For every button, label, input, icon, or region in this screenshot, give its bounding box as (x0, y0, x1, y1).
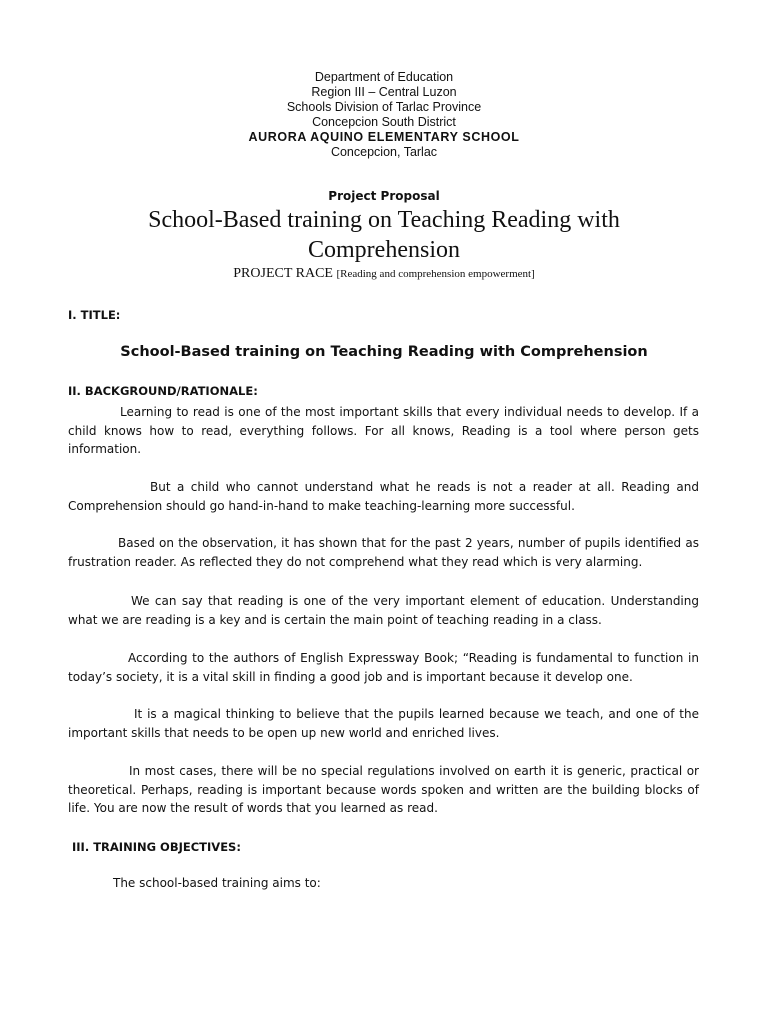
rationale-paragraph-5: According to the authors of English Expressway Book; “Reading is fundamental to function in today’s society, it is a vital skill in finding a good job and is important because it develop one. (68, 651, 699, 684)
rationale-paragraph-7: In most cases, there will be no special regulations involved on earth it is generic, practical or theoretical. Perhaps, reading is important because words spoken and written are the building blocks of life. You are now the result of words that you learned as read. (68, 764, 699, 815)
section-background-heading: II. BACKGROUND/RATIONALE: (68, 384, 258, 398)
project-race-name: PROJECT RACE (233, 266, 333, 281)
division-line: Schools Division of Tarlac Province (286, 100, 482, 114)
section-title-heading: I. TITLE: (68, 308, 121, 322)
project-race-subtitle: [Reading and comprehension empowerment] (336, 268, 535, 280)
district-line: Concepcion South District (312, 115, 456, 129)
school-location: Concepcion, Tarlac (330, 145, 438, 159)
project-race-line (0, 266, 768, 282)
objectives-intro: The school-based training aims to: (113, 876, 321, 890)
main-title: School-Based training on Teaching Reading with Comprehension (148, 207, 620, 263)
rationale-paragraph-6: It is a magical thinking to believe that the pupils learned because we teach, and one of the important skills that needs to be open up new world and enriched lives. (68, 707, 699, 740)
section-title-text: School-Based training on Teaching Reading with Comprehension (120, 344, 648, 360)
proposal-label: Project Proposal (328, 189, 440, 203)
school-name: AURORA AQUINO ELEMENTARY SCHOOL (248, 130, 520, 144)
rationale-paragraph-3: Based on the observation, it has shown that for the past 2 years, number of pupils identified as frustration reader. As reflected they do not comprehend what they read which is very alarming. (68, 536, 699, 569)
rationale-paragraph-2: But a child who cannot understand what he reads is not a reader at all. Reading and Comprehension should go hand-in-hand to make teaching-learning more successful. (68, 480, 699, 513)
department-line: Department of Education (314, 70, 454, 84)
region-line: Region III – Central Luzon (311, 85, 457, 99)
letterhead (0, 70, 768, 160)
rationale-paragraph-4: We can say that reading is one of the very important element of education. Understanding what we are reading is a key and is certain the main point of teaching reading in a class. (68, 594, 699, 627)
rationale-paragraph-1: Learning to read is one of the most important skills that every individual needs to develop. If a child knows how to read, everything follows. For all knows, Reading is a tool where person gets information. (68, 405, 699, 456)
section-objectives-heading: III. TRAINING OBJECTIVES: (72, 840, 241, 854)
